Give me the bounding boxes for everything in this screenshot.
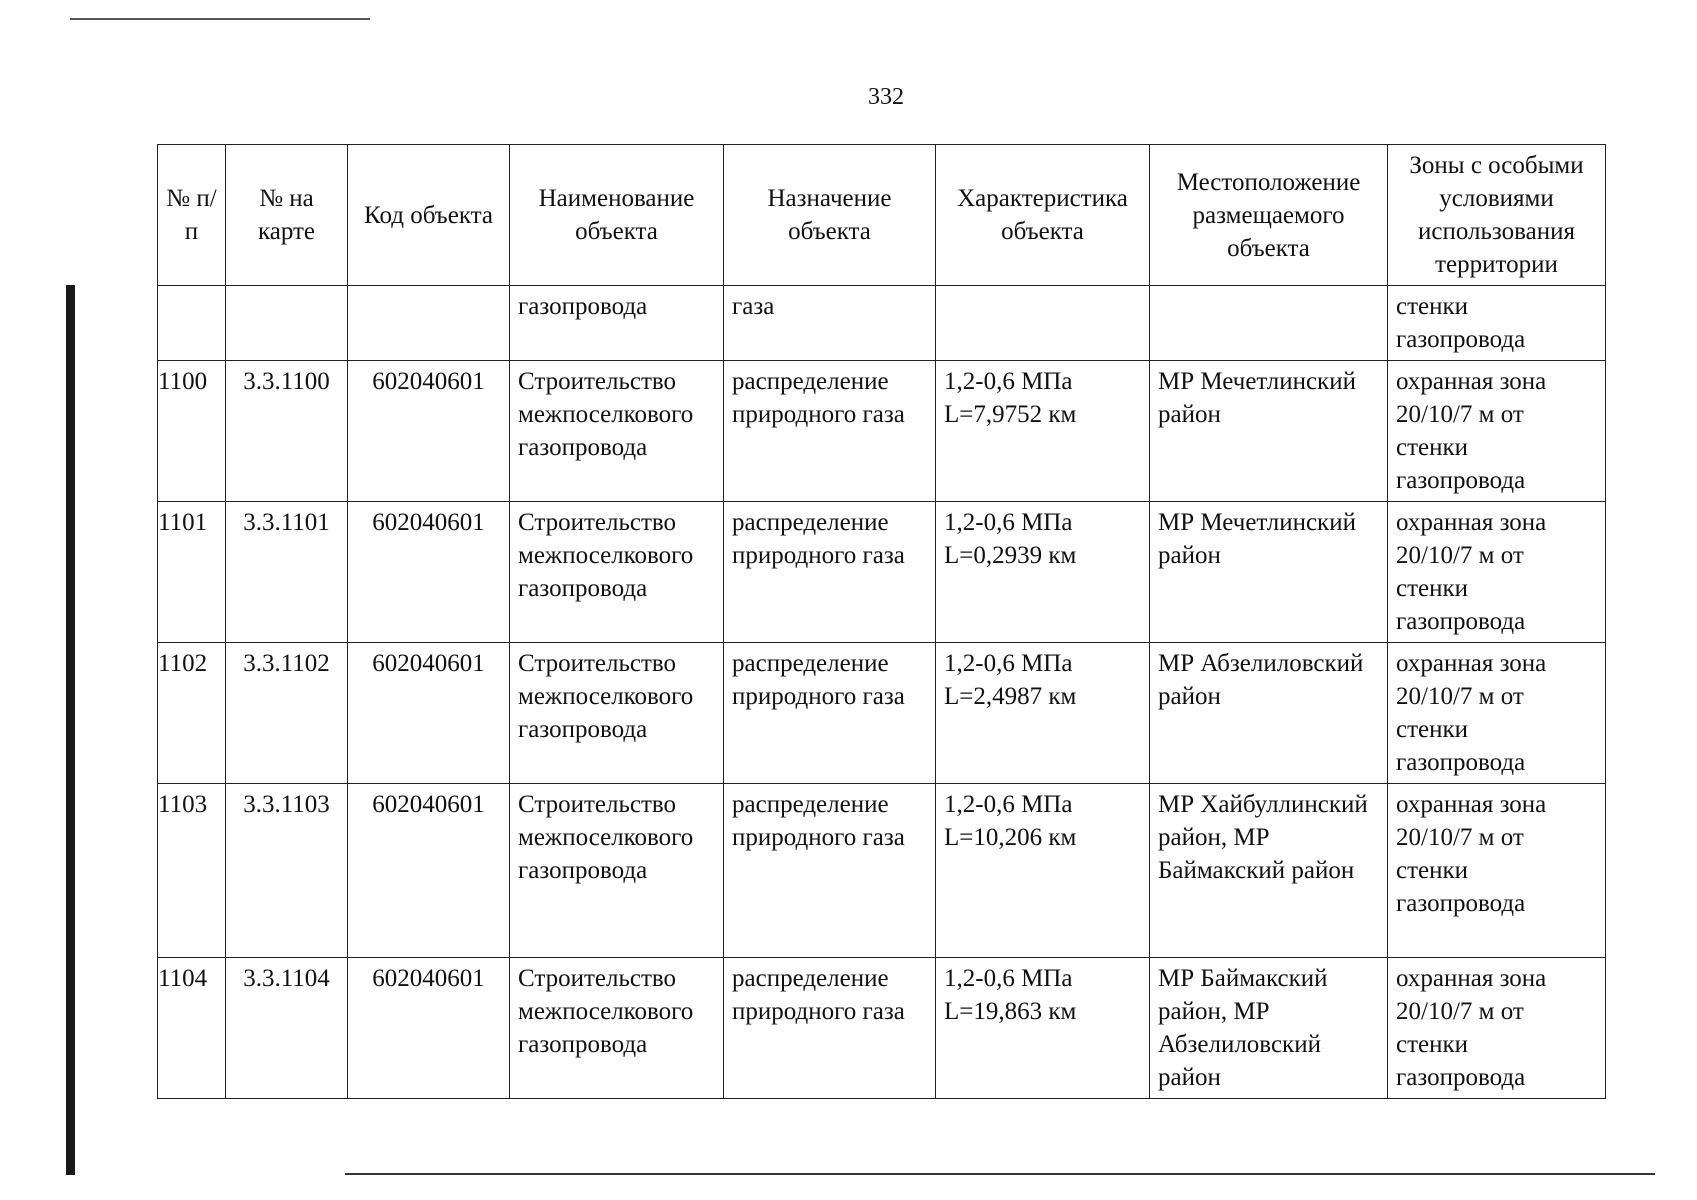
cell-zones: охранная зона 20/10/7 м от стенки газопровода — [1388, 361, 1606, 502]
cell-location: МР Хайбуллинский район, МР Баймакский район — [1150, 784, 1388, 958]
cell-num: 1103 — [158, 784, 226, 958]
cell-num: 1100 — [158, 361, 226, 502]
cell-characteristic: 1,2-0,6 МПа L=19,863 км — [936, 958, 1150, 1099]
header-code: Код объекта — [348, 145, 510, 286]
cell-characteristic: 1,2-0,6 МПа L=0,2939 км — [936, 502, 1150, 643]
cell-code: 602040601 — [348, 643, 510, 784]
cell-zones: охранная зона 20/10/7 м от стенки газопровода — [1388, 643, 1606, 784]
cell-name: Строительство межпоселкового газопровода — [510, 958, 724, 1099]
cell-purpose: распределение природного газа — [724, 958, 936, 1099]
objects-table — [157, 144, 1606, 1099]
cell-name: Строительство межпоселкового газопровода — [510, 502, 724, 643]
cell-code: 602040601 — [348, 784, 510, 958]
cell-characteristic: 1,2-0,6 МПа L=10,206 км — [936, 784, 1150, 958]
cell-map: 3.3.1103 — [226, 784, 348, 958]
cell-location: МР Абзелиловский район — [1150, 643, 1388, 784]
table-row — [158, 958, 1606, 1099]
cell-purpose: распределение природного газа — [724, 502, 936, 643]
cell-zones: охранная зона 20/10/7 м от стенки газопровода — [1388, 502, 1606, 643]
scan-edge-top — [70, 18, 370, 20]
cell-location: МР Мечетлинский район — [1150, 502, 1388, 643]
scan-edge-left — [66, 285, 75, 1175]
cell-code: 602040601 — [348, 361, 510, 502]
header-characteristic: Характеристика объекта — [936, 145, 1150, 286]
cell-name: Строительство межпоселкового газопровода — [510, 784, 724, 958]
cell-location: МР Баймакский район, МР Абзелиловский район — [1150, 958, 1388, 1099]
header-zones: Зоны с особыми условиями использования территории — [1388, 145, 1606, 286]
cell-num: 1102 — [158, 643, 226, 784]
cell-num — [158, 286, 226, 361]
table-row — [158, 502, 1606, 643]
header-name: Наименование объекта — [510, 145, 724, 286]
cell-map: 3.3.1100 — [226, 361, 348, 502]
cell-location: МР Мечетлинский район — [1150, 361, 1388, 502]
table-row — [158, 643, 1606, 784]
cell-name: Строительство межпоселкового газопровода — [510, 643, 724, 784]
header-num: № п/п — [158, 145, 226, 286]
header-location: Местоположение размещаемого объекта — [1150, 145, 1388, 286]
cell-zones: охранная зона 20/10/7 м от стенки газопровода — [1388, 784, 1606, 958]
cell-characteristic: 1,2-0,6 МПа L=7,9752 км — [936, 361, 1150, 502]
cell-zones: охранная зона 20/10/7 м от стенки газопровода — [1388, 958, 1606, 1099]
cell-code — [348, 286, 510, 361]
cell-num: 1101 — [158, 502, 226, 643]
table-row — [158, 784, 1606, 958]
cell-characteristic: 1,2-0,6 МПа L=2,4987 км — [936, 643, 1150, 784]
table-row — [158, 361, 1606, 502]
cell-characteristic — [936, 286, 1150, 361]
cell-location — [1150, 286, 1388, 361]
cell-purpose: распределение природного газа — [724, 643, 936, 784]
cell-map: 3.3.1104 — [226, 958, 348, 1099]
cell-zones: стенки газопровода — [1388, 286, 1606, 361]
page-number: 332 — [868, 84, 904, 110]
cell-map — [226, 286, 348, 361]
scan-edge-bottom — [345, 1173, 1655, 1175]
cell-name: Строительство межпоселкового газопровода — [510, 361, 724, 502]
cell-map: 3.3.1102 — [226, 643, 348, 784]
continuation-row — [158, 286, 1606, 361]
cell-map: 3.3.1101 — [226, 502, 348, 643]
cell-num: 1104 — [158, 958, 226, 1099]
header-map: № на карте — [226, 145, 348, 286]
cell-purpose: распределение природного газа — [724, 784, 936, 958]
cell-code: 602040601 — [348, 958, 510, 1099]
cell-purpose: газа — [724, 286, 936, 361]
cell-name: газопровода — [510, 286, 724, 361]
header-purpose: Назначение объекта — [724, 145, 936, 286]
table-header-row — [158, 145, 1606, 286]
cell-purpose: распределение природного газа — [724, 361, 936, 502]
cell-code: 602040601 — [348, 502, 510, 643]
